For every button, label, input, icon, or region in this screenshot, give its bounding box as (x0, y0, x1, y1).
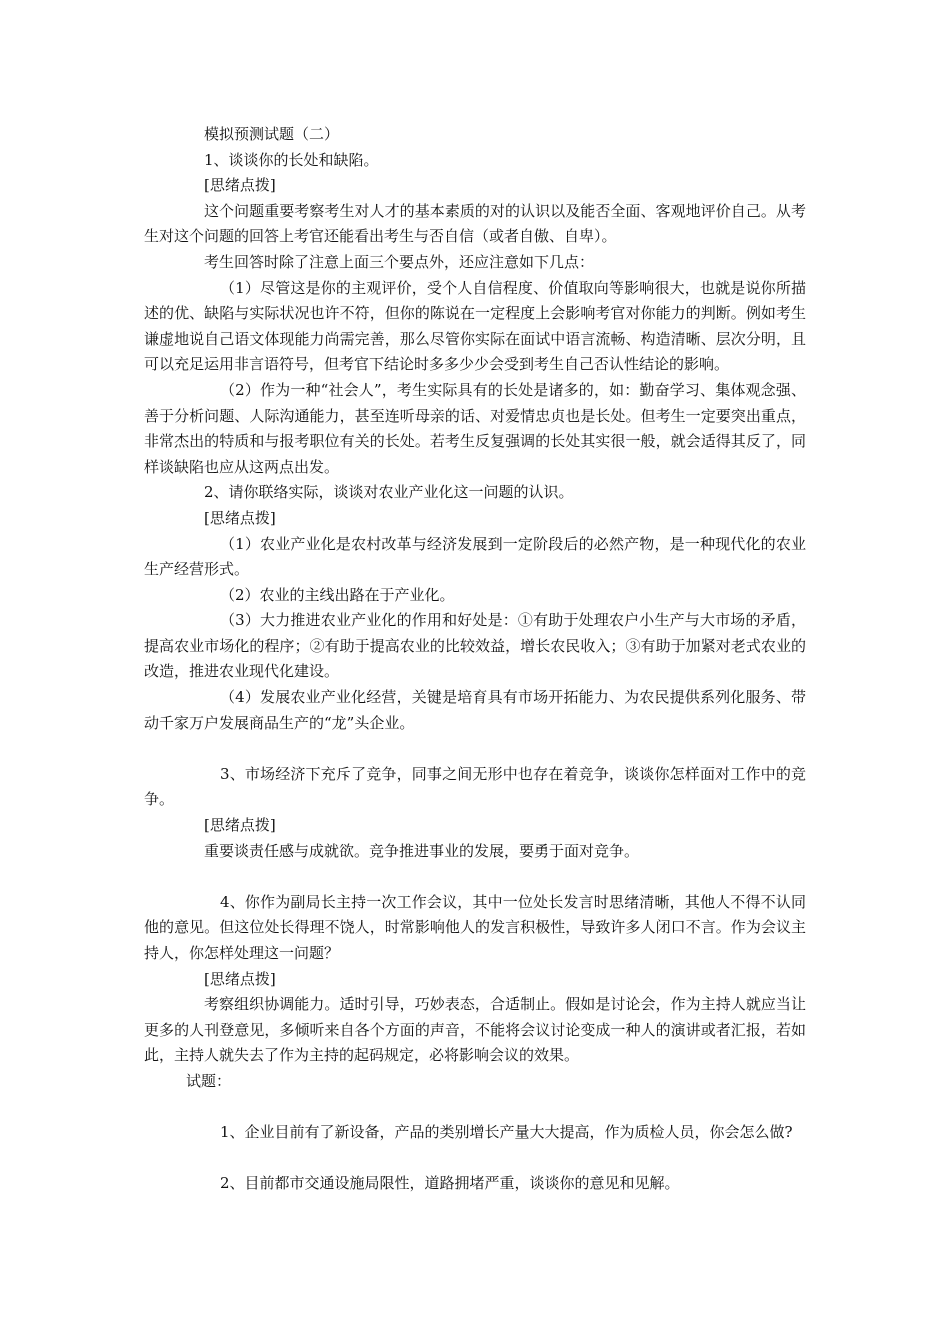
document-body (144, 122, 806, 1197)
question-2: 2、请你联络实际，谈谈对农业产业化这一问题的认识。 (204, 483, 574, 502)
exam-item-2: 2、目前都市交通设施局限性，道路拥堵严重，谈谈你的意见和见解。 (220, 1174, 680, 1193)
hint-label-3: [思绪点拨] (204, 816, 276, 835)
q2-paragraph-2: （2）农业的主线出路在于产业化。 (220, 585, 455, 604)
hint-label-1: [思绪点拨] (204, 176, 276, 195)
question-1: 1、谈谈你的长处和缺陷。 (204, 150, 379, 169)
exam-label: 试题： (186, 1071, 232, 1090)
q1-paragraph-2: 考生回答时除了注意上面三个要点外，还应注意如下几点： (204, 252, 595, 271)
question-3: 3、市场经济下充斥了竞争，同事之间无形中也存在着竞争，谈谈你怎样面对工作中的竞争。 (144, 764, 806, 809)
q1-paragraph-1: 这个问题重要考察考生对人才的基本素质的对的认识以及能否全面、客观地评价自己。从考生对这个问题的回答上考官还能看出考生与否自信（或者自傲、自卑）。 (144, 201, 806, 246)
question-4: 4、你作为副局长主持一次工作会议，其中一位处长发言时思绪清晰，其他人不得不认同他的意见。但这位处长得理不饶人，时常影响他人的发言积极性，导致许多人闭口不言。作为会议主持人，你怎样处理这一问题？ (144, 892, 806, 962)
blank-line (144, 736, 806, 762)
blank-line (144, 1095, 806, 1121)
hint-label-2: [思绪点拨] (204, 508, 276, 527)
exam-item-1: 1、企业目前有了新设备，产品的类别增长产量大大提高，作为质检人员，你会怎么做? (220, 1123, 793, 1142)
q2-paragraph-3: （3）大力推进农业产业化的作用和好处是：①有助于处理农户小生产与大市场的矛盾，提高农业市场化的程序；②有助于提高农业的比较效益，增长农民收入；③有助于加紧对老式农业的改造，推进农业现代化建设。 (144, 611, 806, 681)
q1-paragraph-3: （1）尽管这是你的主观评价，受个人自信程度、价值取向等影响很大，也就是说你所描述的优、缺陷与实际状况也许不符，但你的陈说在一定程度上会影响考官对你能力的判断。例如考生谦虚地说自己语文体现能力尚需完善，那么尽管你实际在面试中语言流畅、构造清晰、层次分明，且可以充足运用非言语符号，但考官下结论时多多少少会受到考生自己否认性结论的影响。 (144, 278, 806, 374)
blank-line (144, 864, 806, 890)
q3-paragraph-1: 重要谈责任感与成就欲。竞争推进事业的发展，要勇于面对竞争。 (204, 841, 640, 860)
document-title: 模拟预测试题（二） (204, 125, 340, 143)
q1-paragraph-4: （2）作为一种“社会人”，考生实际具有的长处是诸多的，如：勤奋学习、集体观念强、善于分析问题、人际沟通能力，甚至连听母亲的话、对爱情忠贞也是长处。但考生一定要突出重点，非常杰出的特质和与报考职位有关的长处。若考生反复强调的长处其实很一般，就会适得其反了，同样谈缺陷也应从这两点出发。 (144, 380, 806, 476)
q4-paragraph-1: 考察组织协调能力。适时引导，巧妙表态，合适制止。假如是讨论会，作为主持人就应当让更多的人刊登意见，多倾听来自各个方面的声音，不能将会议讨论变成一种人的演讲或者汇报，若如此，主持人就失去了作为主持的起码规定，必将影响会议的效果。 (144, 995, 806, 1065)
hint-label-4: [思绪点拨] (204, 969, 276, 988)
q2-paragraph-4: （4）发展农业产业化经营，关键是培育具有市场开拓能力、为农民提供系列化服务、带动千家万户发展商品生产的“龙”头企业。 (144, 688, 806, 732)
q2-paragraph-1: （1）农业产业化是农村改革与经济发展到一定阶段后的必然产物，是一种现代化的农业生产经营形式。 (144, 534, 806, 579)
blank-line (144, 1146, 806, 1172)
